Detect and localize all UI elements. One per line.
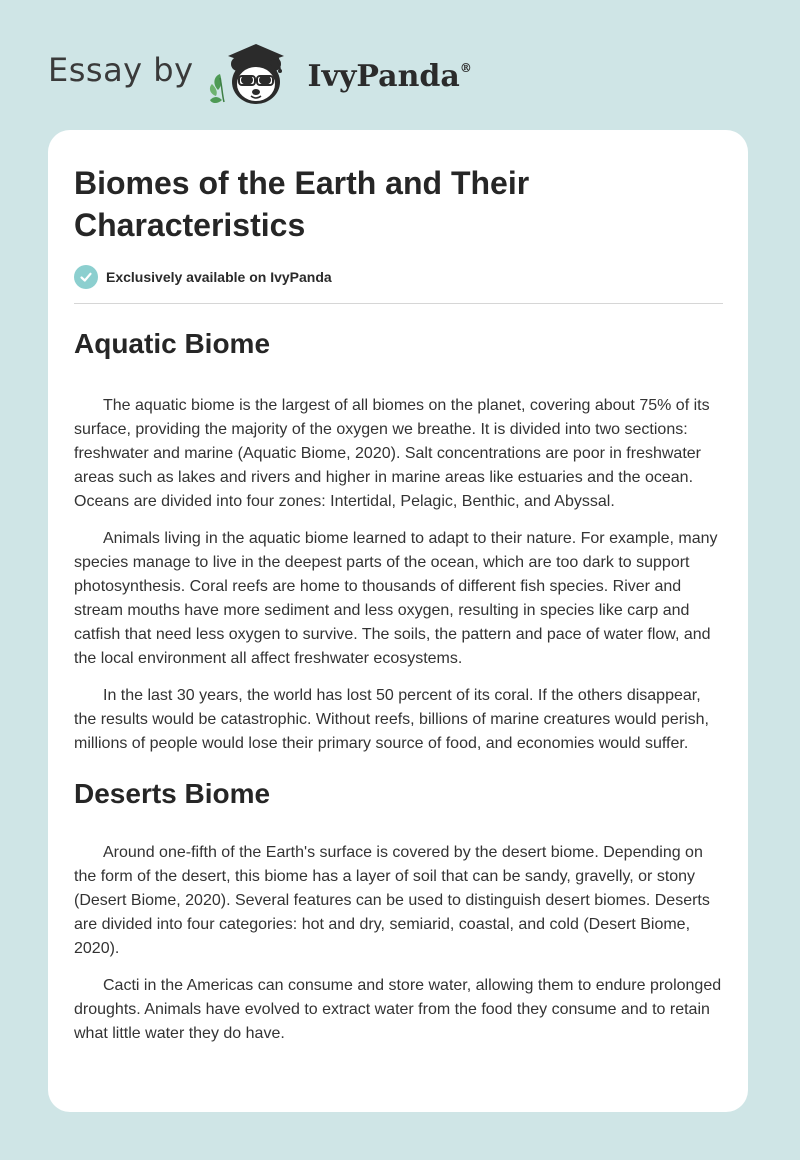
title-divider [74, 303, 723, 304]
paragraph: Cacti in the Americas can consume and store water, allowing them to endure prolonged droughts. Animals have evolved to extract water from the food they consume and to retain what little water they do have. [74, 977, 722, 1042]
checkmark-icon [74, 265, 98, 289]
essay-by-label: Essay by [48, 51, 194, 89]
paragraph: Around one-fifth of the Earth's surface is covered by the desert biome. Depending on the form of the desert, this biome has a layer of soil that can be sandy, gravelly, or stony (Desert Biome, 2020). Several features can be used to distinguish desert biomes. Deserts are divided into four categories: hot and dry, semiarid, coastal, and cold (Desert Biome, 2020). [74, 844, 710, 957]
registered-mark: ® [459, 60, 472, 75]
paragraph: Animals living in the aquatic biome learned to adapt to their nature. For example, many species manage to live in the deepest parts of the ocean, which are too dark to support photosynthesis. Coral reefs are home to thousands of different fish species. River and stream mouths have more sediment and less oxygen, resulting in species like carp and catfish that need less oxygen to survive. The soils, the pattern and pace of water flow, and the local environment all affect freshwater ecosystems. [74, 530, 718, 667]
paragraph: In the last 30 years, the world has lost 50 percent of its coral. If the others disappear, the results would be catastrophic. Without reefs, billions of marine creatures would perish, millions of people would lose their primary source of food, and economies would suffer. [74, 687, 709, 752]
section-heading-deserts: Deserts Biome [74, 778, 271, 809]
badge-text: Exclusively available on IvyPanda [106, 269, 332, 285]
essay-body [74, 320, 724, 1046]
brand-name-text: IvyPanda [307, 58, 460, 94]
ivypanda-logo-icon [208, 38, 304, 110]
paragraph: The aquatic biome is the largest of all biomes on the planet, covering about 75% of its surface, providing the majority of the oxygen we breathe. It is divided into two sections: freshwater and marine (Aquatic Biome, 2020). Salt concentrations are poor in freshwater areas such as lakes and rivers and higher in marine areas like estuaries and the ocean. Oceans are divided into four zones: Intertidal, Pelagic, Benthic, and Abyssal. [74, 397, 710, 510]
exclusive-badge [74, 265, 332, 289]
page-title: Biomes of the Earth and Their Characteristics [74, 165, 530, 243]
section-heading-aquatic: Aquatic Biome [74, 328, 271, 359]
brand-name [308, 59, 472, 94]
essay-card [48, 130, 748, 1112]
site-brand[interactable] [48, 34, 472, 114]
